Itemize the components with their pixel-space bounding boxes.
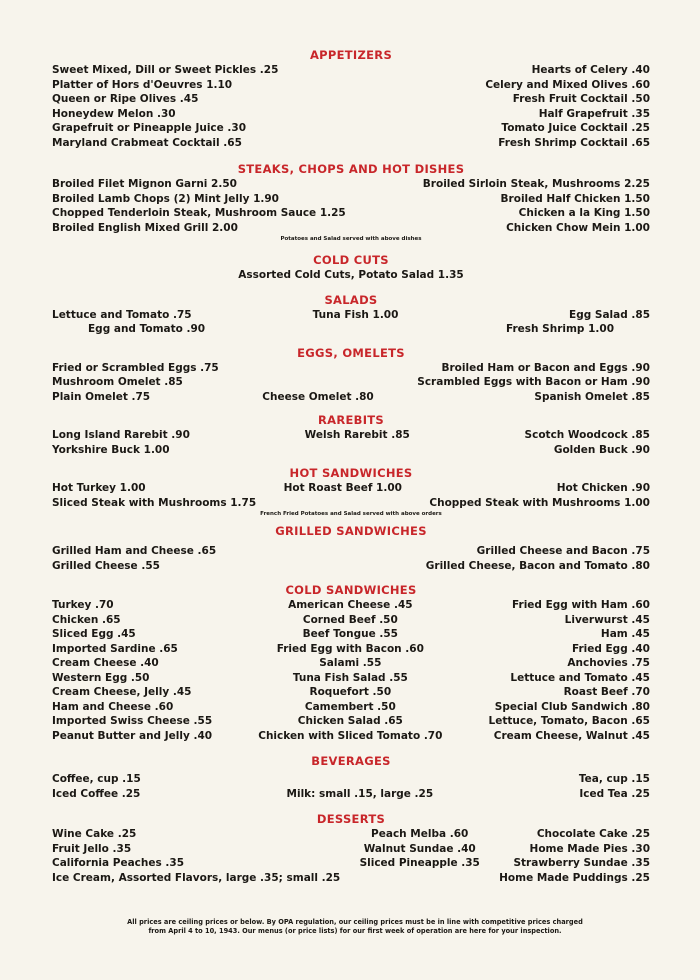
menu-item: Peach Melba .60 (371, 828, 469, 840)
menu-item: Sliced Egg .45 (52, 628, 136, 640)
menu-item: Ice Cream, Assorted Flavors, large .35; small .25 (52, 871, 341, 884)
menu-item: Western Egg .50 (52, 671, 150, 684)
menu-item: Assorted Cold Cuts, Potato Salad 1.35 (238, 269, 464, 281)
menu-item: Egg and Tomato .90 (88, 323, 206, 335)
hot-sandwiches-section (52, 466, 650, 518)
menu-item: Strawberry Sundae .35 (513, 857, 650, 869)
menu-item: Coffee, cup .15 (52, 773, 141, 785)
salads-section (52, 293, 650, 337)
menu-item: Tea, cup .15 (578, 773, 650, 785)
menu-item: Home Made Pies .30 (529, 842, 650, 855)
section-title: COLD SANDWICHES (285, 583, 417, 597)
menu-item: Anchovies .75 (567, 657, 650, 669)
menu-item: Milk: small .15, large .25 (286, 787, 434, 800)
menu-item: Salami .55 (319, 657, 382, 669)
menu-item: Broiled Half Chicken 1.50 (500, 192, 650, 205)
menu-item: Lettuce and Tomato .75 (52, 308, 192, 321)
menu-item: Ham .45 (600, 628, 650, 640)
menu-item: Lettuce and Tomato .45 (510, 671, 650, 684)
menu-item: Iced Tea .25 (579, 787, 650, 800)
menu-item: Fried Egg with Bacon .60 (276, 642, 424, 655)
menu-item: Welsh Rarebit .85 (304, 429, 410, 441)
menu-item: Turkey .70 (52, 599, 114, 611)
menu-item: Spanish Omelet .85 (534, 390, 650, 403)
menu-item: Cream Cheese .40 (52, 657, 159, 669)
menu-item: Peanut Butter and Jelly .40 (52, 729, 213, 742)
menu-item: Half Grapefruit .35 (538, 107, 650, 120)
menu-item: Hot Turkey 1.00 (52, 482, 146, 494)
menu-item: Hot Roast Beef 1.00 (283, 482, 402, 494)
menu-item: Walnut Sundae .40 (363, 842, 476, 855)
menu-item: Celery and Mixed Olives .60 (485, 78, 650, 91)
menu-item: Broiled Filet Mignon Garni 2.50 (52, 178, 237, 190)
menu-item: Honeydew Melon .30 (52, 107, 176, 120)
section-title: GRILLED SANDWICHES (275, 524, 427, 538)
section-note: French Fried Potatoes and Salad served with above orders (260, 511, 442, 517)
menu-item: Chicken with Sliced Tomato .70 (258, 729, 443, 742)
beverages-section (52, 754, 650, 801)
menu-item: Chicken Chow Mein 1.00 (506, 221, 650, 234)
menu-item: Maryland Crabmeat Cocktail .65 (52, 136, 242, 149)
section-title: APPETIZERS (309, 48, 393, 62)
menu-item: California Peaches .35 (52, 857, 184, 869)
menu-item: Roquefort .50 (309, 686, 392, 698)
menu-item: Broiled Lamb Chops (2) Mint Jelly 1.90 (52, 192, 279, 205)
menu-item: Fruit Jello .35 (52, 842, 132, 855)
menu-item: Camembert .50 (304, 700, 396, 713)
eggs-section (52, 346, 650, 405)
menu-item: Roast Beef .70 (563, 686, 650, 698)
menu-item: Scotch Woodcock .85 (524, 429, 650, 441)
desserts-section (52, 812, 650, 885)
section-title: BEVERAGES (311, 754, 391, 768)
menu-item: Chicken .65 (52, 613, 121, 626)
menu-item: Grilled Cheese and Bacon .75 (476, 545, 650, 557)
menu-item: Chocolate Cake .25 (536, 828, 650, 840)
menu-item: Liverwurst .45 (564, 613, 650, 626)
menu-item: Sliced Pineapple .35 (359, 857, 480, 869)
menu-item: Grilled Cheese, Bacon and Tomato .80 (425, 559, 650, 572)
menu-item: Platter of Hors d'Oeuvres 1.10 (52, 78, 233, 91)
section-title: RAREBITS (317, 413, 385, 427)
menu-item: Special Club Sandwich .80 (494, 700, 650, 713)
menu-item: Queen or Ripe Olives .45 (52, 93, 199, 105)
menu-item: Fried Egg .40 (571, 642, 650, 655)
section-title: SALADS (324, 292, 378, 307)
grilled-sandwiches-section (52, 524, 650, 573)
section-note: Potatoes and Salad served with above dishes (280, 236, 422, 242)
menu-item: Iced Coffee .25 (52, 787, 141, 800)
menu-item: Sliced Steak with Mushrooms 1.75 (52, 496, 257, 509)
menu-item (287, 772, 434, 787)
menu-item: Chopped Steak with Mushrooms 1.00 (429, 496, 650, 509)
menu-item: Home Made Puddings .25 (499, 871, 650, 884)
menu-item: Fresh Fruit Cocktail .50 (512, 93, 650, 105)
menu-item: Fresh Shrimp 1.00 (505, 323, 614, 335)
menu-item: Mushroom Omelet .85 (52, 376, 183, 388)
section-title: HOT SANDWICHES (289, 466, 413, 480)
menu-item: Hearts of Celery .40 (531, 64, 650, 76)
menu-item: Broiled English Mixed Grill 2.00 (52, 221, 238, 234)
menu-item: Fried or Scrambled Eggs .75 (52, 361, 219, 374)
menu-item: Wine Cake .25 (52, 828, 137, 840)
menu-item: Chopped Tenderloin Steak, Mushroom Sauce 1.25 (52, 207, 346, 219)
menu-item: Imported Sardine .65 (52, 642, 178, 655)
menu-item: Beef Tongue .55 (302, 628, 398, 640)
menu-item: Cheese Omelet .80 (262, 390, 374, 403)
menu-item: Cream Cheese, Jelly .45 (52, 686, 192, 698)
menu-item: Grapefruit or Pineapple Juice .30 (52, 122, 247, 134)
section-title: EGGS, OMELETS (297, 345, 405, 360)
menu-item: Tomato Juice Cocktail .25 (501, 122, 650, 134)
menu-item: Scrambled Eggs with Bacon or Ham .90 (417, 376, 650, 388)
menu-item: Yorkshire Buck 1.00 (52, 443, 170, 456)
menu-item: Chicken Salad .65 (297, 715, 403, 727)
menu-item: Egg Salad .85 (569, 308, 650, 321)
menu-item: Plain Omelet .75 (52, 390, 151, 403)
menu-item: Chicken a la King 1.50 (518, 207, 650, 219)
menu-item: Broiled Ham or Bacon and Eggs .90 (441, 361, 650, 374)
menu-item: Grilled Ham and Cheese .65 (52, 545, 217, 557)
rarebits-section (52, 413, 650, 457)
section-title: STEAKS, CHOPS AND HOT DISHES (237, 162, 465, 176)
menu-item: Fried Egg with Ham .60 (512, 599, 650, 611)
steaks-section (52, 162, 650, 243)
cold-sandwiches-section (52, 583, 650, 743)
menu-item: Golden Buck .90 (553, 443, 650, 456)
menu-item: Imported Swiss Cheese .55 (52, 715, 213, 727)
menu-item: Fresh Shrimp Cocktail .65 (498, 136, 650, 149)
menu-item: Corned Beef .50 (302, 613, 398, 626)
section-title: DESSERTS (316, 812, 386, 826)
menu-item: American Cheese .45 (288, 599, 413, 611)
menu-item: Lettuce, Tomato, Bacon .65 (488, 715, 650, 727)
menu-item: Grilled Cheese .55 (52, 559, 160, 572)
menu-item: Hot Chicken .90 (556, 482, 650, 494)
menu-item: Broiled Sirloin Steak, Mushrooms 2.25 (422, 178, 650, 190)
section-title: COLD CUTS (313, 253, 389, 267)
menu-item: Sweet Mixed, Dill or Sweet Pickles .25 (52, 64, 279, 76)
menu-item: Tuna Fish Salad .55 (292, 671, 408, 684)
footer-note: All prices are ceiling prices or below. By OPA regulation, our ceiling prices must be in line with competitive prices charged from April 4 to 10, 1943. Our menus (or price lists) for our first week of operation are here for your inspection. (127, 918, 583, 935)
menu-item: Tuna Fish 1.00 (312, 308, 399, 321)
menu-item: Long Island Rarebit .90 (52, 429, 190, 441)
appetizers-section (52, 48, 650, 150)
menu-item: Ham and Cheese .60 (52, 700, 174, 713)
cold-cuts-section (52, 253, 650, 283)
menu-item: Cream Cheese, Walnut .45 (493, 729, 650, 742)
